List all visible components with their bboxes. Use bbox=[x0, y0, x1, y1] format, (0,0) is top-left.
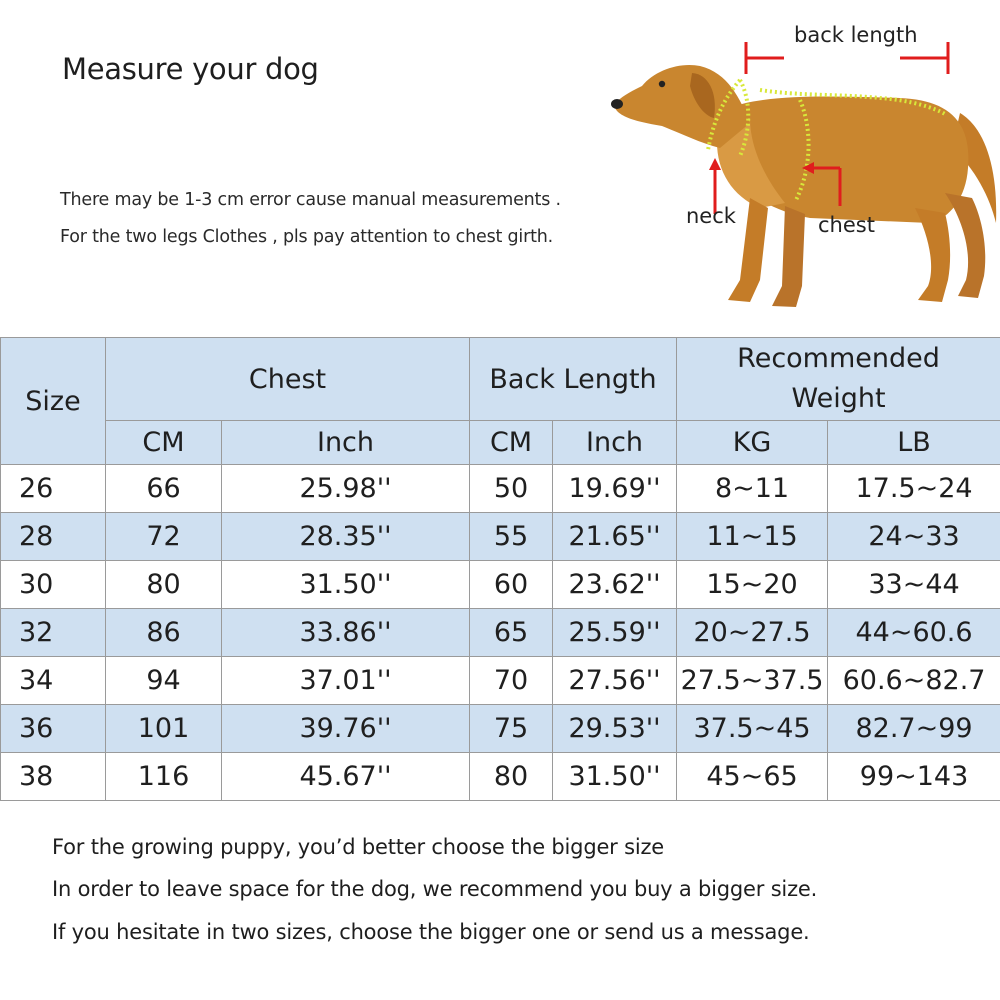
footer-note-space: In order to leave space for the dog, we recommend you buy a bigger size. bbox=[52, 877, 818, 901]
table-row bbox=[1, 561, 1000, 609]
dog-illustration bbox=[600, 18, 1000, 318]
subheader-lb: LB bbox=[828, 421, 1000, 465]
cell-size: 30 bbox=[1, 561, 106, 609]
cell-kg: 37.5~45 bbox=[677, 705, 828, 753]
header-size: Size bbox=[1, 338, 106, 465]
header-back-length: Back Length bbox=[470, 338, 677, 421]
cell-lb: 82.7~99 bbox=[828, 705, 1000, 753]
cell-chest-cm: 86 bbox=[106, 609, 222, 657]
header-weight-line1: Recommended bbox=[737, 343, 940, 374]
cell-back-cm: 60 bbox=[470, 561, 553, 609]
cell-chest-cm: 80 bbox=[106, 561, 222, 609]
cell-lb: 44~60.6 bbox=[828, 609, 1000, 657]
chest-label: chest bbox=[818, 213, 875, 237]
header-recommended-weight bbox=[677, 338, 1000, 421]
table-row bbox=[1, 513, 1000, 561]
cell-lb: 33~44 bbox=[828, 561, 1000, 609]
cell-chest-inch: 31.50'' bbox=[222, 561, 470, 609]
cell-back-inch: 21.65'' bbox=[553, 513, 677, 561]
cell-size: 38 bbox=[1, 753, 106, 801]
cell-back-cm: 55 bbox=[470, 513, 553, 561]
cell-back-cm: 75 bbox=[470, 705, 553, 753]
cell-chest-inch: 25.98'' bbox=[222, 465, 470, 513]
cell-kg: 20~27.5 bbox=[677, 609, 828, 657]
table-header-row bbox=[1, 338, 1000, 421]
cell-chest-inch: 45.67'' bbox=[222, 753, 470, 801]
cell-back-inch: 31.50'' bbox=[553, 753, 677, 801]
cell-kg: 15~20 bbox=[677, 561, 828, 609]
subheader-back-inch: Inch bbox=[553, 421, 677, 465]
table-row bbox=[1, 465, 1000, 513]
header-weight-line2: Weight bbox=[791, 383, 886, 414]
dog-measurement-diagram bbox=[600, 18, 1000, 318]
cell-chest-inch: 28.35'' bbox=[222, 513, 470, 561]
back-length-label: back length bbox=[794, 23, 918, 47]
cell-back-cm: 65 bbox=[470, 609, 553, 657]
cell-lb: 60.6~82.7 bbox=[828, 657, 1000, 705]
cell-back-cm: 70 bbox=[470, 657, 553, 705]
subheader-chest-cm: CM bbox=[106, 421, 222, 465]
cell-chest-cm: 72 bbox=[106, 513, 222, 561]
cell-size: 28 bbox=[1, 513, 106, 561]
cell-lb: 17.5~24 bbox=[828, 465, 1000, 513]
cell-chest-cm: 101 bbox=[106, 705, 222, 753]
cell-size: 32 bbox=[1, 609, 106, 657]
neck-label: neck bbox=[686, 204, 736, 228]
cell-back-cm: 50 bbox=[470, 465, 553, 513]
subheader-kg: KG bbox=[677, 421, 828, 465]
cell-back-inch: 25.59'' bbox=[553, 609, 677, 657]
cell-lb: 99~143 bbox=[828, 753, 1000, 801]
cell-back-inch: 23.62'' bbox=[553, 561, 677, 609]
footer-note-puppy: For the growing puppy, you’d better choose the bigger size bbox=[52, 835, 664, 859]
cell-size: 26 bbox=[1, 465, 106, 513]
cell-chest-cm: 116 bbox=[106, 753, 222, 801]
table-row bbox=[1, 609, 1000, 657]
cell-size: 34 bbox=[1, 657, 106, 705]
table-row bbox=[1, 657, 1000, 705]
footer-note-hesitate: If you hesitate in two sizes, choose the bigger one or send us a message. bbox=[52, 920, 810, 944]
subheader-back-cm: CM bbox=[470, 421, 553, 465]
table-row bbox=[1, 753, 1000, 801]
cell-kg: 27.5~37.5 bbox=[677, 657, 828, 705]
note-error-margin: There may be 1-3 cm error cause manual measurements . bbox=[60, 190, 561, 210]
cell-chest-inch: 33.86'' bbox=[222, 609, 470, 657]
cell-back-inch: 19.69'' bbox=[553, 465, 677, 513]
cell-chest-cm: 94 bbox=[106, 657, 222, 705]
header-chest: Chest bbox=[106, 338, 470, 421]
cell-kg: 11~15 bbox=[677, 513, 828, 561]
cell-chest-inch: 37.01'' bbox=[222, 657, 470, 705]
cell-chest-inch: 39.76'' bbox=[222, 705, 470, 753]
subheader-chest-inch: Inch bbox=[222, 421, 470, 465]
cell-kg: 45~65 bbox=[677, 753, 828, 801]
table-row bbox=[1, 705, 1000, 753]
cell-kg: 8~11 bbox=[677, 465, 828, 513]
page-title: Measure your dog bbox=[62, 52, 319, 86]
cell-size: 36 bbox=[1, 705, 106, 753]
table-subheader-row bbox=[1, 421, 1000, 465]
note-chest-girth: For the two legs Clothes , pls pay attention to chest girth. bbox=[60, 227, 553, 247]
cell-back-inch: 29.53'' bbox=[553, 705, 677, 753]
size-chart-table bbox=[0, 337, 1000, 801]
cell-back-cm: 80 bbox=[470, 753, 553, 801]
cell-chest-cm: 66 bbox=[106, 465, 222, 513]
cell-lb: 24~33 bbox=[828, 513, 1000, 561]
cell-back-inch: 27.56'' bbox=[553, 657, 677, 705]
